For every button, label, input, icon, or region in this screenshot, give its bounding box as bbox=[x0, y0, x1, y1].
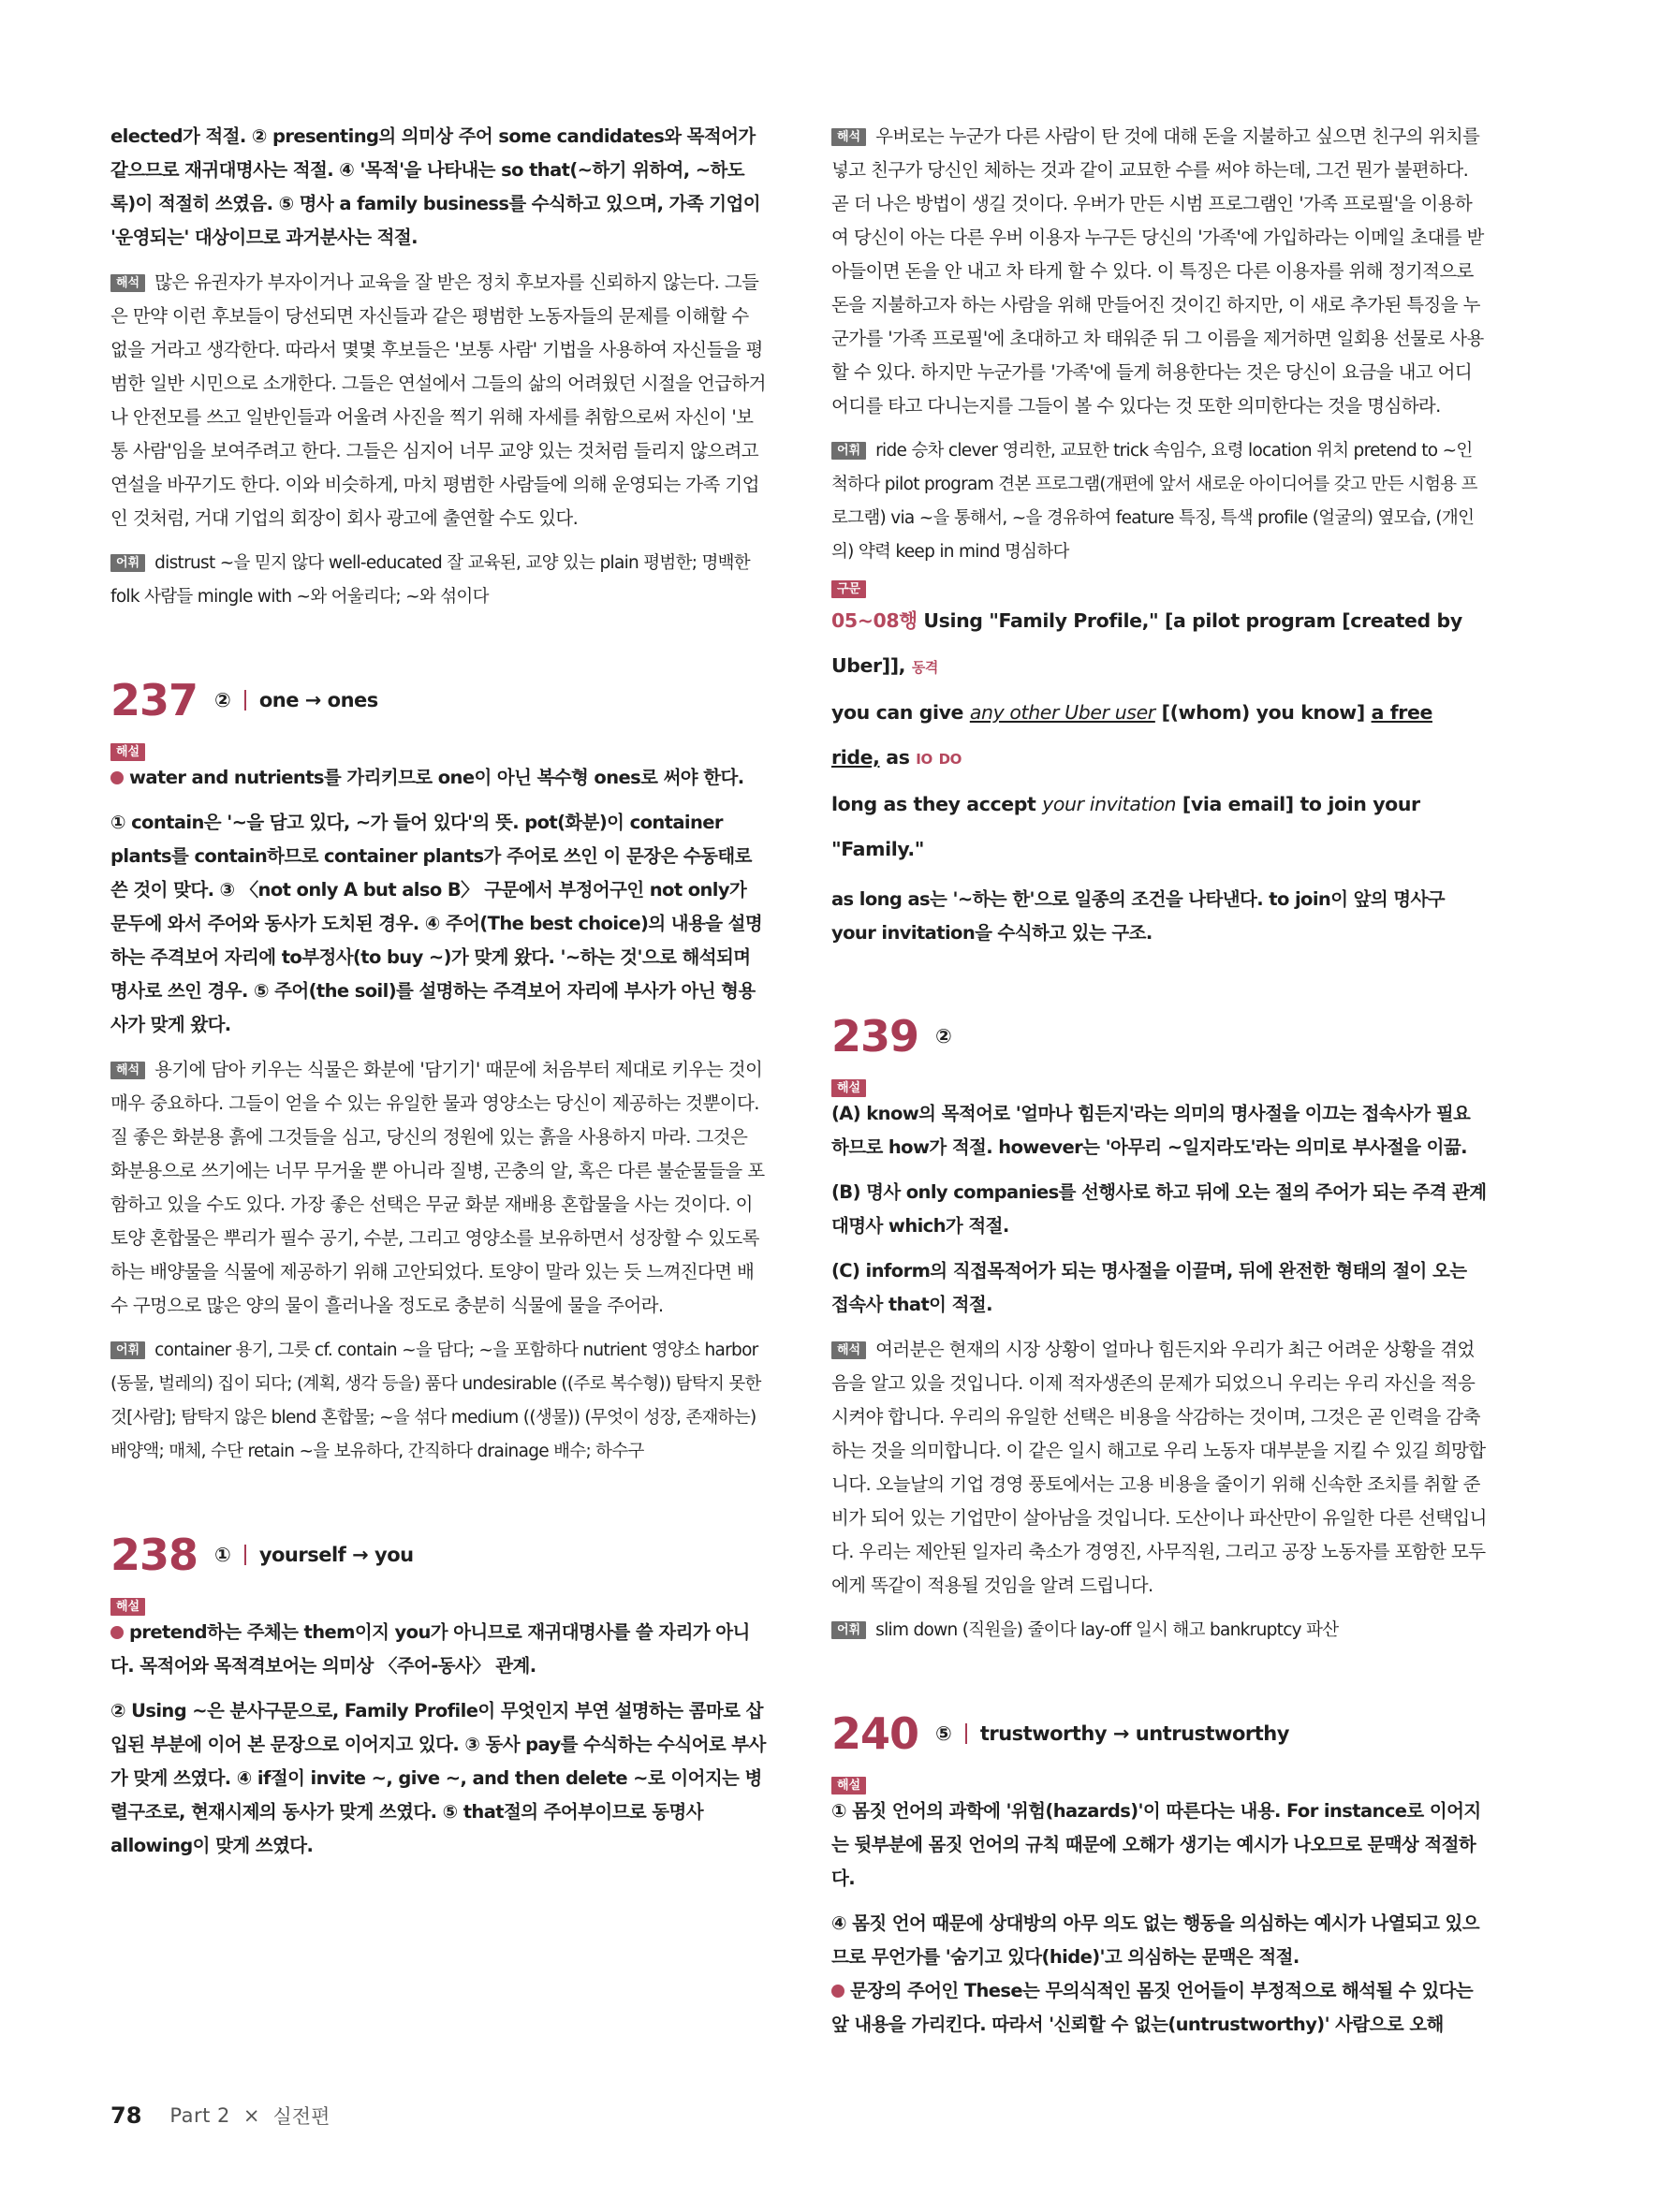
solution-c: (C) inform의 직접목적어가 되는 명사절을 이끌며, 뒤에 완전한 형태의 절이 오는 접속사 that이 적절. bbox=[831, 1260, 1467, 1315]
translation-tag: 해석 bbox=[110, 274, 145, 292]
page-number: 78 bbox=[110, 2102, 142, 2129]
translation-text: 많은 유권자가 부자이거나 교육을 잘 받은 정치 후보자를 신뢰하지 않는다. 그들은 만약 이런 후보들이 당선되면 자신들과 같은 평범한 노동자들의 문제를 이해할 수 없을 거라고 생각한다. 따라서 몇몇 후보들은 '보통 사람' 기법을 사용하여 자신들을 평범한 일반 시민으로 소개한다. 그들은 연설에서 그들의 삶의 어려웠던 시절을 언급하거나 안전모를 쓰고 일반인들과 어울려 사진을 찍기 위해 자세를 취함으로써 자신이 '보통 사람'임을 보여주려고 한다. 그들은 심지어 너무 교양 있는 것처럼 들리지 않으려고 연설을 바꾸기도 한다. 이와 비슷하게, 마치 평범한 사람들에 의해 운영되는 가족 기업인 것처럼, 거대 기업의 회장이 회사 광고에 출연할 수도 있다. bbox=[110, 271, 766, 529]
translation-tag: 해석 bbox=[110, 1062, 145, 1079]
divider bbox=[965, 1723, 967, 1744]
solution-tag: 해설 bbox=[110, 1598, 145, 1616]
structure-analysis bbox=[831, 598, 1487, 872]
vocab-text: container 용기, 그릇 cf. contain ~을 담다; ~을 포함하다 nutrient 영양소 harbor (동물, 벌레의) 집이 되다; (계획, 생각 등을) 품다 undesirable ((주로 복수형)) 탐탁지 못한 것[사람]; 탐탁지 않은 blend 혼합물; ~을 섞다 medium ((생물)) (무엇이 성장, 존재하는) 배양액; 매체, 수단 retain ~을 보유하다, 간직하다 drainage 배수; 하수구 bbox=[110, 1340, 761, 1461]
solution-a: (A) know의 목적어로 '얼마나 힘든지'라는 의미의 명사절을 이끄는 접속사가 필요하므로 how가 적절. however는 '아무리 ~일지라도'라는 의미로 부사절을 이끎. bbox=[831, 1103, 1471, 1158]
solution-tag: 해설 bbox=[831, 1777, 866, 1795]
structure-text: long as they accept bbox=[831, 793, 1036, 815]
times-separator-icon: × bbox=[242, 2104, 260, 2127]
structure-text: your invitation bbox=[1042, 793, 1177, 815]
solution-b: (B) 명사 only companies를 선행사로 하고 뒤에 오는 절의 주어가 되는 주격 관계대명사 which가 적절. bbox=[831, 1181, 1487, 1237]
intro-solution: elected가 적절. ② presenting의 의미상 주어 some candidates와 목적어가 같으므로 재귀대명사는 적절. ④ '목적'을 나타내는 so that(~하기 위하여, ~하도록)이 적절히 쓰였음. ⑤ 명사 a family business를 수식하고 있으며, 가족 기업이 '운영되는' 대상이므로 과거분사는 적절. bbox=[110, 125, 761, 248]
question-header-238 bbox=[110, 1525, 766, 1585]
question-answer: ② bbox=[214, 689, 231, 711]
translation-paragraph bbox=[110, 266, 766, 535]
question-header-240 bbox=[831, 1704, 1487, 1764]
structure-direct-object: a free ride, bbox=[831, 701, 1432, 769]
translation-tag: 해석 bbox=[831, 1341, 866, 1359]
structure-text: [via email] bbox=[1182, 793, 1294, 815]
vocab-text: slim down (직원을) 줄이다 lay-off 일시 해고 bankruptcy 파산 bbox=[875, 1620, 1339, 1640]
question-header-239 bbox=[831, 1006, 1487, 1066]
structure-text: as bbox=[886, 746, 910, 769]
solution-detail: ① contain은 '~을 담고 있다, ~가 들어 있다'의 뜻. pot(화분)이 container plants를 contain하므로 container plants가 주어로 쓰인 이 문장은 수동태로 쓴 것이 맞다. ③ 〈not only A but also B〉 구문에서 부정어구인 not only가 문두에 와서 주어와 동사가 도치된 경우. ④ 주어(The best choice)의 내용을 설명하는 주격보어 자리에 to부정사(to buy ~)가 맞게 왔다. '~하는 것'으로 해석되며 명사로 쓰인 경우. ⑤ 주어(the soil)를 설명하는 주격보어 자리에 부사가 아닌 형용사가 맞게 왔다. bbox=[110, 812, 763, 1035]
question-number: 239 bbox=[831, 1011, 919, 1062]
solution-p2: ④ 몸짓 언어 때문에 상대방의 아무 의도 없는 행동을 의심하는 예시가 나열되고 있으므로 무언가를 '숨기고 있다(hide)'고 의심하는 문맥은 적절. bbox=[831, 1912, 1479, 1968]
right-column bbox=[831, 120, 1487, 2042]
vocab-text: distrust ~을 믿지 않다 well-educated 잘 교육된, 교양 있는 plain 평범한; 명백한 folk 사람들 mingle with ~와 어울리다; ~와 섞이다 bbox=[110, 553, 750, 607]
question-correction: one → ones bbox=[258, 689, 378, 711]
structure-indirect-object: any other Uber user bbox=[969, 701, 1155, 724]
left-column bbox=[110, 120, 766, 1863]
vocab-tag: 어휘 bbox=[831, 1621, 866, 1639]
section-label: 실전편 bbox=[272, 2105, 330, 2128]
role-label-do: DO bbox=[938, 751, 962, 768]
translation-paragraph bbox=[831, 120, 1487, 423]
vocab-tag: 어휘 bbox=[831, 442, 866, 460]
question-answer: ⑤ bbox=[935, 1722, 952, 1745]
translation-text: 용기에 담아 키우는 식물은 화분에 '담기기' 때문에 처음부터 제대로 키우는 것이 매우 중요하다. 그들이 얻을 수 있는 유일한 물과 영양소는 당신이 제공하는 것뿐이다. 질 좋은 화분용 흙에 그것들을 심고, 당신의 정원에 있는 흙을 사용하지 마라. 그것은 화분용으로 쓰기에는 너무 무거울 뿐 아니라 질병, 곤충의 알, 혹은 다른 불순물들을 포함하고 있을 수도 있다. 가장 좋은 선택은 무균 화분 재배용 혼합물을 사는 것이다. 이 토양 혼합물은 뿌리가 필수 공기, 수분, 그리고 영양소를 보유하면서 성장할 수 있도록 하는 배양물을 식물에 제공하기 위해 고안되었다. 토양이 말라 있는 듯 느껴진다면 배수 구멍으로 많은 양의 물이 흘러나올 정도로 충분히 식물에 물을 주어라. bbox=[110, 1059, 765, 1316]
vocab-block bbox=[831, 434, 1487, 569]
translation-text: 우버로는 누군가 다른 사람이 탄 것에 대해 돈을 지불하고 싶으면 친구의 위치를 넣고 친구가 당신인 체하는 것과 같이 교묘한 수를 써야 하는데, 그건 뭔가 불편하다. 곧 더 나은 방법이 생길 것이다. 우버가 만든 시범 프로그램인 '가족 프로필'을 이용하여 당신이 아는 다른 우버 이용자 누구든 당신의 '가족'에 가입하라는 이메일 초대를 받아들이면 돈을 안 내고 차 타게 할 수 있다. 이 특징은 다른 이용자를 위해 정기적으로 돈을 지불하고자 하는 사람을 위해 만들어진 것이긴 하지만, 이 새로 추가된 특징을 누군가를 '가족 프로필'에 초대하고 차 태워준 뒤 그 이름을 제거하면 일회용 선물로 사용할 수 있다. 하지만 누군가를 '가족'에 들게 허용한다는 것은 당신이 요금을 내고 어디 어디를 타고 다니는지를 그들이 볼 수 있다는 것 또한 의미한다는 것을 명심하라. bbox=[831, 125, 1484, 417]
solution-main-text: water and nutrients를 가리키므로 one이 아닌 복수형 ones로 써야 한다. bbox=[129, 767, 744, 788]
structure-text: [(whom) you know] bbox=[1161, 701, 1365, 724]
question-correction: yourself → you bbox=[258, 1544, 414, 1566]
solution-tag: 해설 bbox=[831, 1079, 866, 1097]
solution-p1: ① 몸짓 언어의 과학에 '위험(hazards)'이 따른다는 내용. For instance로 이어지는 뒷부분에 몸짓 언어의 규칙 때문에 오해가 생기는 예시가 나오므로 문맥상 적절하다. bbox=[831, 1800, 1481, 1889]
translation-tag: 해석 bbox=[831, 128, 866, 146]
bullet-icon bbox=[831, 1985, 844, 1998]
part-label: Part 2 bbox=[169, 2104, 230, 2127]
question-correction: trustworthy → untrustworthy bbox=[979, 1722, 1289, 1745]
vocab-block bbox=[110, 547, 766, 614]
divider bbox=[244, 1545, 246, 1565]
question-answer: ② bbox=[935, 1025, 952, 1047]
structure-line-ref: 05~08행 bbox=[831, 609, 918, 632]
role-label-appositive: 동격 bbox=[911, 659, 938, 676]
translation-paragraph bbox=[831, 1333, 1487, 1603]
role-label-io: IO bbox=[916, 751, 932, 768]
structure-note: as long as는 '~하는 한'으로 일종의 조건을 나타낸다. to join이 앞의 명사구 your invitation을 수식하고 있는 구조. bbox=[831, 888, 1445, 944]
question-number: 237 bbox=[110, 675, 198, 725]
solution-main-text: pretend하는 주체는 them이지 you가 아니므로 재귀대명사를 쓸 자리가 아니다. 목적어와 목적격보어는 의미상 〈주어-동사〉 관계. bbox=[110, 1621, 750, 1677]
structure-text: you can give bbox=[831, 701, 964, 724]
vocab-block bbox=[110, 1334, 766, 1469]
vocab-tag: 어휘 bbox=[110, 1341, 145, 1359]
solution-detail: ② Using ~은 분사구문으로, Family Profile이 무엇인지 부연 설명하는 콤마로 삽입된 부분에 이어 본 문장으로 이어지고 있다. ③ 동사 pay를 수식하는 수식어로 부사가 맞게 쓰였다. ④ if절이 invite ~, give ~, and then delete ~로 이어지는 병렬구조로, 현재시제의 동사가 맞게 쓰였다. ⑤ that절의 주어부이므로 동명사 allowing이 맞게 쓰였다. bbox=[110, 1700, 766, 1856]
question-answer: ① bbox=[214, 1544, 231, 1566]
solution-main bbox=[110, 1616, 766, 1683]
solution-main bbox=[110, 761, 766, 795]
bullet-icon bbox=[110, 771, 124, 784]
translation-paragraph bbox=[110, 1053, 766, 1323]
structure-line-a: Using "Family Profile," [a pilot program [created by Uber]], bbox=[831, 609, 1462, 677]
solution-p3-text: 문장의 주어인 These는 무의식적인 몸짓 언어들이 부정적으로 해석될 수 있다는 앞 내용을 가리킨다. 따라서 '신뢰할 수 없는(untrustworthy)' 사람으로 오해 bbox=[831, 1980, 1474, 2035]
question-number: 240 bbox=[831, 1708, 919, 1759]
question-header-237 bbox=[110, 670, 766, 730]
vocab-tag: 어휘 bbox=[110, 554, 145, 572]
solution-tag: 해설 bbox=[110, 743, 145, 761]
vocab-text: ride 승차 clever 영리한, 교묘한 trick 속임수, 요령 location 위치 pretend to ~인 척하다 pilot program 견본 프로그램(개편에 앞서 새로운 아이디어를 갖고 만든 시험용 프로그램) via ~을 통해서, ~을 경유하여 feature 특징, 특색 profile (얼굴의) 옆모습, (개인의) 약력 keep in mind 명심하다 bbox=[831, 441, 1477, 562]
structure-tag: 구문 bbox=[831, 580, 866, 598]
translation-text: 여러분은 현재의 시장 상황이 얼마나 힘든지와 우리가 최근 어려운 상황을 겪었음을 알고 있을 것입니다. 이제 적자생존의 문제가 되었으니 우리는 우리 자신을 적응시켜야 합니다. 우리의 유일한 선택은 비용을 삭감하는 것이며, 그것은 곧 인력을 감축하는 것을 의미합니다. 이 같은 일시 해고로 우리 노동자 대부분을 지킬 수 있길 희망합니다. 오늘날의 기업 경영 풍토에서는 고용 비용을 줄이기 위해 신속한 조치를 취할 준비가 되어 있는 기업만이 살아남을 것입니다. 도산이나 파산만이 유일한 다른 선택입니다. 우리는 제안된 일자리 축소가 경영진, 사무직원, 그리고 공장 노동자를 포함한 모두에게 똑같이 적용될 것임을 알려 드립니다. bbox=[831, 1339, 1487, 1596]
bullet-icon bbox=[110, 1626, 124, 1639]
vocab-block bbox=[831, 1614, 1487, 1648]
divider bbox=[244, 690, 246, 710]
question-number: 238 bbox=[110, 1530, 198, 1580]
solution-p3 bbox=[831, 1974, 1487, 2042]
structure-text: to join your "Family." bbox=[831, 793, 1420, 860]
page-footer bbox=[110, 2102, 330, 2130]
